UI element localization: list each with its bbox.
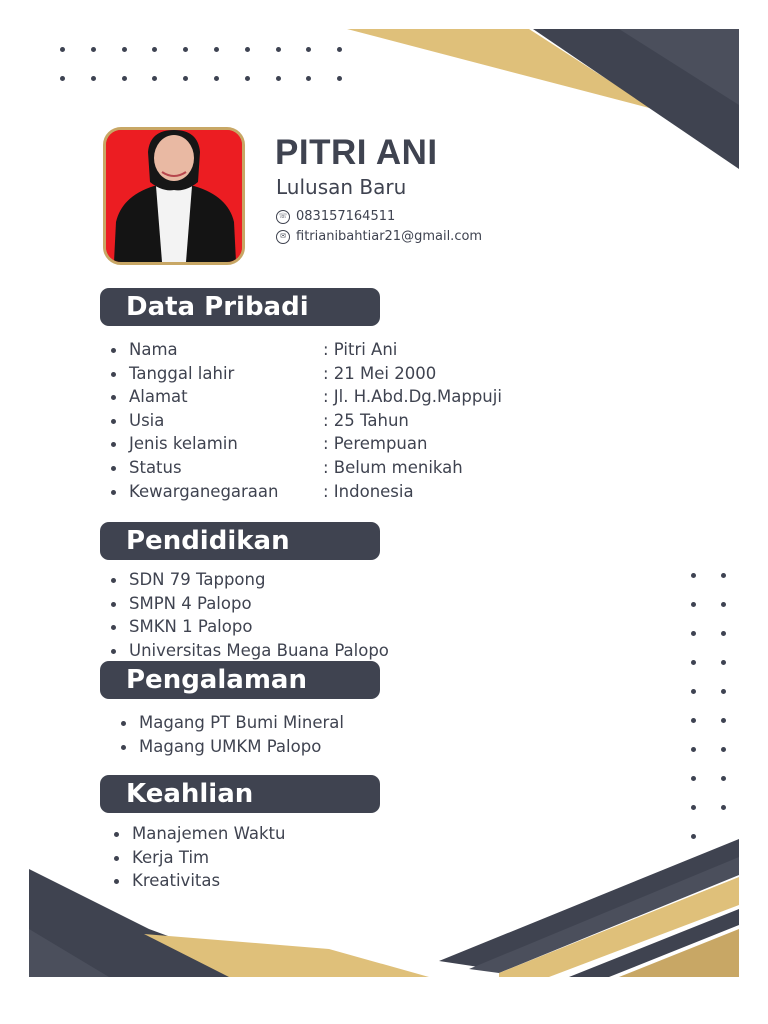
candidate-subtitle: Lulusan Baru <box>276 175 407 199</box>
phone-number: 083157164511 <box>296 209 396 224</box>
decorative-dot <box>91 76 96 81</box>
email-contact <box>276 229 482 244</box>
decorative-dot <box>691 602 696 607</box>
list-item: SMKN 1 Palopo <box>109 615 389 639</box>
decorative-dot <box>60 76 65 81</box>
decorative-dot <box>122 76 127 81</box>
decorative-dot <box>691 834 696 839</box>
field-value: : Jl. H.Abd.Dg.Mappuji <box>323 387 502 407</box>
phone-icon: ☏ <box>276 210 290 224</box>
list-item <box>109 432 428 456</box>
list-item <box>109 480 414 504</box>
field-value: : 25 Tahun <box>323 410 409 430</box>
decorative-dot <box>721 776 726 781</box>
section-title-keahlian: Keahlian <box>100 775 380 813</box>
decorative-dot <box>245 47 250 52</box>
decorative-dot <box>721 689 726 694</box>
decorative-dot <box>214 47 219 52</box>
decorative-dot <box>691 660 696 665</box>
decorative-dot <box>691 805 696 810</box>
education-list <box>109 568 389 662</box>
decorative-dot <box>276 47 281 52</box>
decorative-dot <box>691 776 696 781</box>
field-value: : Perempuan <box>323 434 428 454</box>
cv-page <box>29 29 739 977</box>
list-item: Kreativitas <box>112 869 285 893</box>
decorative-dot <box>721 631 726 636</box>
field-label: Status <box>129 457 182 477</box>
list-item <box>109 362 437 386</box>
candidate-name: PITRI ANI <box>275 133 438 172</box>
decorative-dot <box>721 747 726 752</box>
decorative-dot <box>721 805 726 810</box>
field-label: Jenis kelamin <box>129 434 238 454</box>
decorative-dot <box>691 718 696 723</box>
decorative-dot <box>60 47 65 52</box>
phone-contact <box>276 209 395 224</box>
section-title-data-pribadi: Data Pribadi <box>100 288 380 326</box>
list-item <box>109 338 398 362</box>
decorative-dot <box>276 76 281 81</box>
field-label: Tanggal lahir <box>129 363 235 383</box>
list-item: SDN 79 Tappong <box>109 568 389 592</box>
field-label: Alamat <box>129 387 188 407</box>
profile-photo <box>103 127 245 265</box>
list-item <box>109 409 409 433</box>
field-label: Usia <box>129 410 165 430</box>
list-item: Magang PT Bumi Mineral <box>119 711 344 735</box>
list-item: Kerja Tim <box>112 846 285 870</box>
field-value: : Indonesia <box>323 481 414 501</box>
skills-list <box>112 822 285 893</box>
section-title-pendidikan: Pendidikan <box>100 522 380 560</box>
decorative-dot <box>691 689 696 694</box>
field-value: : Pitri Ani <box>323 340 398 359</box>
email-address: fitrianibahtiar21@gmail.com <box>296 229 483 244</box>
decorative-dot <box>721 602 726 607</box>
field-value: : Belum menikah <box>323 457 463 477</box>
personal-data-list <box>109 338 502 503</box>
decorative-dot <box>721 660 726 665</box>
list-item: SMPN 4 Palopo <box>109 592 389 616</box>
field-label: Nama <box>129 340 178 359</box>
section-title-pengalaman: Pengalaman <box>100 661 380 699</box>
decorative-dot <box>721 573 726 578</box>
mail-icon: ✉ <box>276 230 290 244</box>
decorative-dot <box>245 76 250 81</box>
decorative-dot <box>721 718 726 723</box>
decorative-dot <box>691 747 696 752</box>
field-value: : 21 Mei 2000 <box>323 363 437 383</box>
decorative-dot <box>122 47 127 52</box>
decorative-dot <box>691 631 696 636</box>
decorative-dot <box>91 47 96 52</box>
decorative-dot <box>214 76 219 81</box>
list-item: Universitas Mega Buana Palopo <box>109 639 389 663</box>
list-item <box>109 456 463 480</box>
list-item: Manajemen Waktu <box>112 822 285 846</box>
list-item: Magang UMKM Palopo <box>119 735 344 759</box>
decorative-dot <box>691 573 696 578</box>
field-label: Kewarganegaraan <box>129 481 279 501</box>
list-item <box>109 385 502 409</box>
experience-list <box>119 711 344 758</box>
